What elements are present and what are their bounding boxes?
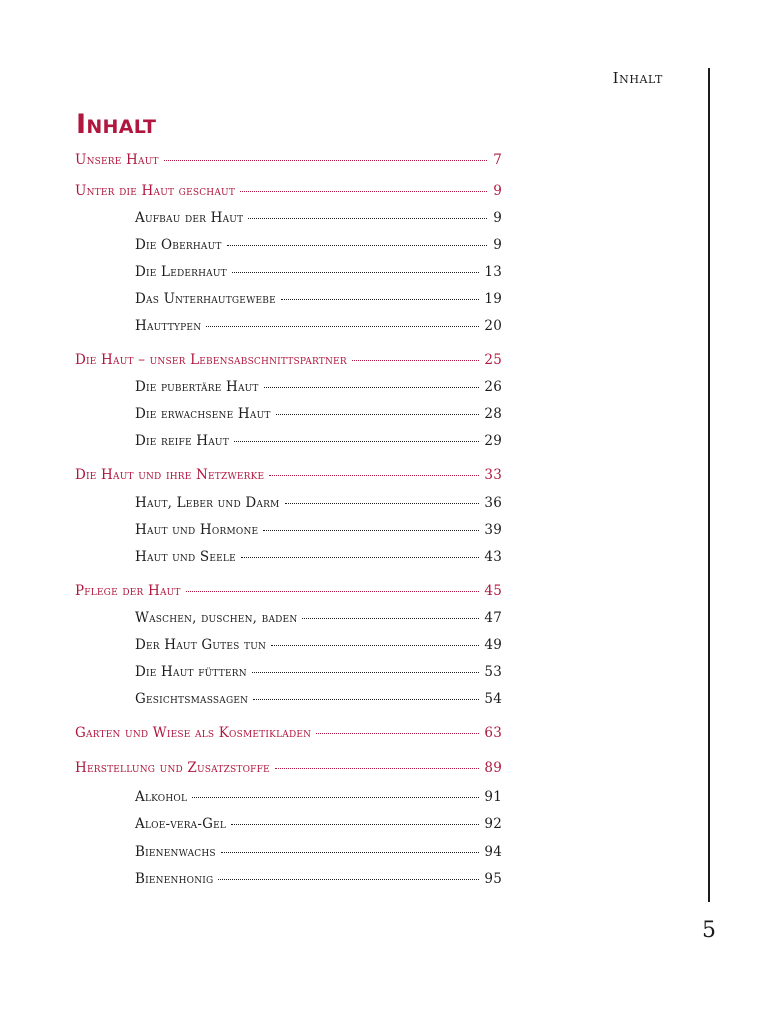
toc-entry-label: Bienenwachs — [135, 844, 216, 860]
toc-section-hauttypen[interactable] — [135, 318, 502, 338]
toc-entry-label: Aufbau der Haut — [135, 210, 244, 226]
toc-section-aufbau[interactable] — [135, 210, 502, 230]
toc-section-aloe-vera[interactable] — [135, 816, 502, 836]
toc-entry-page: 91 — [484, 789, 502, 805]
dot-leader — [240, 191, 487, 192]
toc-entry-page: 28 — [484, 406, 502, 422]
toc-chapter-unter-die-haut[interactable] — [75, 183, 502, 203]
dot-leader — [281, 299, 480, 300]
toc-chapter-lebensabschnittspartner[interactable] — [75, 352, 502, 372]
toc-section-lederhaut[interactable] — [135, 264, 502, 284]
toc-entry-page: 9 — [493, 237, 502, 253]
dot-leader — [269, 475, 479, 476]
toc-entry-label: Die Lederhaut — [135, 264, 227, 280]
toc-entry-label: Unter die Haut geschaut — [75, 183, 236, 199]
toc-entry-page: 26 — [484, 379, 502, 395]
toc-entry-page: 47 — [484, 610, 502, 626]
dot-leader — [186, 591, 480, 592]
toc-entry-page: 33 — [484, 467, 502, 483]
dot-leader — [234, 441, 479, 442]
toc-section-leber-darm[interactable] — [135, 495, 502, 515]
toc-entry-page: 19 — [484, 291, 502, 307]
toc-entry-page: 36 — [484, 495, 502, 511]
toc-section-hormone[interactable] — [135, 522, 502, 542]
dot-leader — [227, 245, 487, 246]
toc-entry-page: 9 — [493, 210, 502, 226]
toc-entry-label: Haut und Hormone — [135, 522, 259, 538]
toc-entry-label: Aloe-vera-Gel — [135, 816, 227, 832]
toc-entry-page: 25 — [484, 352, 502, 368]
dot-leader — [206, 326, 479, 327]
toc-entry-label: Alkohol — [135, 789, 188, 805]
toc-chapter-herstellung[interactable] — [75, 760, 502, 780]
dot-leader — [192, 797, 479, 798]
toc-entry-label: Die Haut – unser Lebensabschnittspartner — [75, 352, 347, 368]
toc-section-waschen[interactable] — [135, 610, 502, 630]
toc-entry-page: 13 — [484, 264, 502, 280]
toc-entry-page: 9 — [493, 183, 502, 199]
toc-section-unterhautgewebe[interactable] — [135, 291, 502, 311]
toc-entry-label: Die Haut füttern — [135, 664, 247, 680]
toc-entry-page: 95 — [484, 871, 502, 887]
toc-entry-label: Pflege der Haut — [75, 583, 181, 599]
dot-leader — [263, 530, 479, 531]
toc-section-gutes-tun[interactable] — [135, 637, 502, 657]
toc-entry-page: 94 — [484, 844, 502, 860]
toc-entry-label: Unsere Haut — [75, 152, 159, 168]
dot-leader — [221, 852, 480, 853]
toc-chapter-netzwerke[interactable] — [75, 467, 502, 487]
dot-leader — [232, 272, 480, 273]
toc-chapter-kosmetikladen[interactable] — [75, 725, 502, 745]
toc-entry-label: Gesichtsmassagen — [135, 691, 249, 707]
toc-section-alkohol[interactable] — [135, 789, 502, 809]
toc-section-bienenwachs[interactable] — [135, 844, 502, 864]
vertical-rule — [708, 68, 710, 902]
dot-leader — [264, 387, 480, 388]
dot-leader — [276, 414, 480, 415]
toc-entry-page: 53 — [484, 664, 502, 680]
toc-entry-label: Die pubertäre Haut — [135, 379, 259, 395]
dot-leader — [241, 557, 480, 558]
toc-entry-page: 54 — [484, 691, 502, 707]
dot-leader — [271, 645, 479, 646]
dot-leader — [285, 503, 480, 504]
toc-section-oberhaut[interactable] — [135, 237, 502, 257]
dot-leader — [164, 160, 487, 161]
page-number: 5 — [702, 918, 716, 943]
toc-entry-page: 20 — [484, 318, 502, 334]
dot-leader — [302, 618, 479, 619]
toc-entry-page: 49 — [484, 637, 502, 653]
toc-entry-page: 39 — [484, 522, 502, 538]
toc-section-gesichtsmassagen[interactable] — [135, 691, 502, 711]
toc-entry-page: 7 — [493, 152, 502, 168]
toc-entry-label: Die Oberhaut — [135, 237, 222, 253]
toc-entry-page: 45 — [484, 583, 502, 599]
toc-entry-label: Haut und Seele — [135, 549, 236, 565]
toc-section-fuettern[interactable] — [135, 664, 502, 684]
dot-leader — [275, 768, 480, 769]
toc-section-pubertaere-haut[interactable] — [135, 379, 502, 399]
toc-entry-label: Die Haut und ihre Netzwerke — [75, 467, 265, 483]
toc-chapter-pflege[interactable] — [75, 583, 502, 603]
dot-leader — [252, 672, 480, 673]
toc-entry-label: Der Haut Gutes tun — [135, 637, 267, 653]
toc-section-erwachsene-haut[interactable] — [135, 406, 502, 426]
toc-section-reife-haut[interactable] — [135, 433, 502, 453]
toc-entry-label: Die reife Haut — [135, 433, 229, 449]
toc-section-seele[interactable] — [135, 549, 502, 569]
dot-leader — [316, 733, 479, 734]
toc-entry-label: Bienenhonig — [135, 871, 214, 887]
toc-entry-label: Die erwachsene Haut — [135, 406, 271, 422]
toc-entry-label: Hauttypen — [135, 318, 202, 334]
toc-entry-page: 92 — [484, 816, 502, 832]
toc-entry-label: Waschen, duschen, baden — [135, 610, 298, 626]
toc-entry-page: 89 — [484, 760, 502, 776]
dot-leader — [352, 360, 480, 361]
toc-entry-label: Das Unterhautgewebe — [135, 291, 276, 307]
toc-title: Inhalt — [76, 109, 157, 140]
toc-entry-label: Herstellung und Zusatzstoffe — [75, 760, 270, 776]
running-head: Inhalt — [612, 69, 663, 87]
dot-leader — [218, 879, 479, 880]
toc-entry-label: Garten und Wiese als Kosmetikladen — [75, 725, 312, 741]
toc-entry-label: Haut, Leber und Darm — [135, 495, 280, 511]
toc-entry-page: 29 — [484, 433, 502, 449]
dot-leader — [253, 699, 479, 700]
dot-leader — [231, 824, 479, 825]
dot-leader — [248, 218, 487, 219]
toc-entry-page: 43 — [484, 549, 502, 565]
toc-entry-page: 63 — [484, 725, 502, 741]
toc-chapter-unsere-haut[interactable] — [75, 152, 502, 172]
toc-section-bienenhonig[interactable] — [135, 871, 502, 891]
